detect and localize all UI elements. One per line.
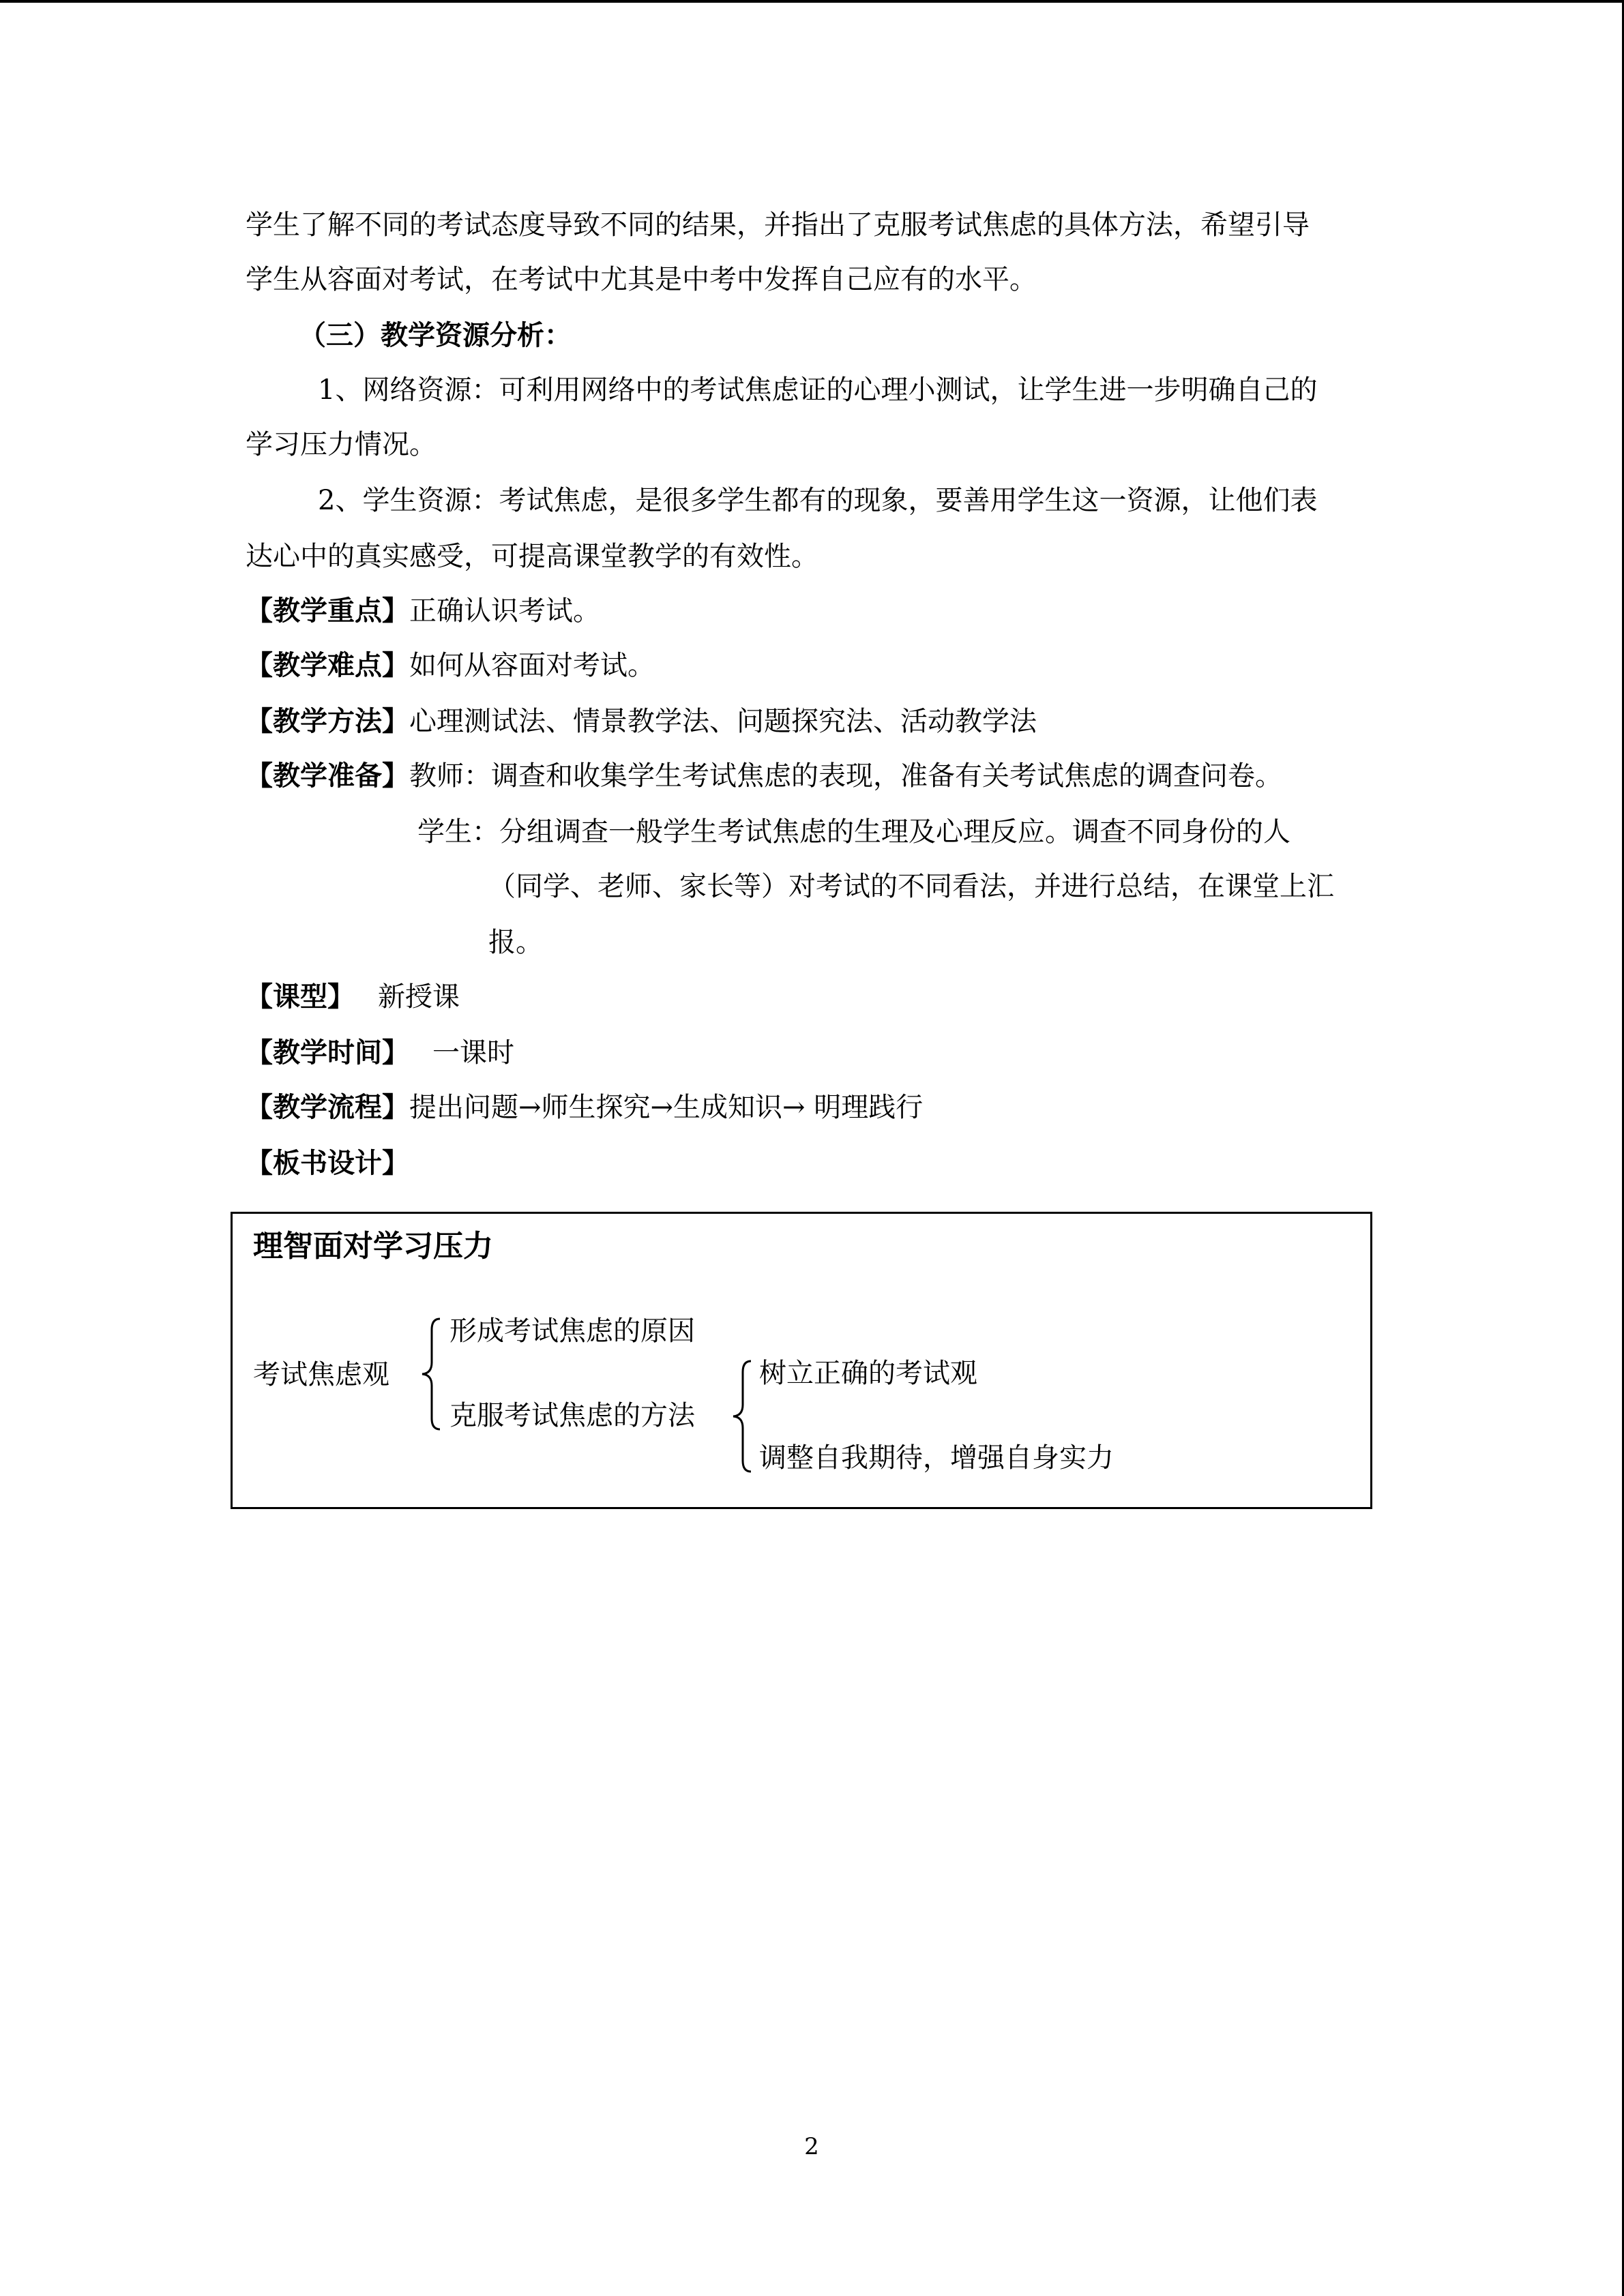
prep-row xyxy=(246,758,1282,794)
board-design-label: 【板书设计】 xyxy=(246,1147,409,1179)
prep-student-line-1: 学生：分组调查一般学生考试焦虑的生理及心理反应。调查不同身份的人 xyxy=(417,816,1290,848)
difficulty-label: 【教学难点】 xyxy=(246,649,409,681)
time-row xyxy=(246,1035,514,1071)
resource-2-line-1: 2、学生资源：考试焦虑，是很多学生都有的现象，要善用学生这一资源，让他们表 xyxy=(318,485,1318,516)
prep-label: 【教学准备】 xyxy=(246,760,409,792)
prep-teacher-text: 教师：调查和收集学生考试焦虑的表现，准备有关考试焦虑的调查问卷。 xyxy=(409,760,1282,792)
type-row xyxy=(246,979,460,1015)
resource-2-line-2: 达心中的真实感受，可提高课堂教学的有效性。 xyxy=(246,541,818,572)
right-brace-icon xyxy=(728,1358,755,1474)
type-text: 新授课 xyxy=(378,981,460,1013)
board-sub-1: 树立正确的考试观 xyxy=(759,1358,977,1389)
flow-label: 【教学流程】 xyxy=(246,1091,409,1123)
difficulty-text: 如何从容面对考试。 xyxy=(409,650,655,681)
difficulty-row xyxy=(246,648,655,683)
flow-row xyxy=(246,1090,923,1125)
prep-student-line-2: （同学、老师、家长等）对考试的不同看法，并进行总结，在课堂上汇 xyxy=(488,871,1334,902)
key-point-row xyxy=(246,593,600,629)
resource-1-line-2: 学习压力情况。 xyxy=(246,429,437,460)
time-label: 【教学时间】 xyxy=(246,1037,409,1069)
resource-1-line-1: 1、网络资源：可利用网络中的考试焦虑证的心理小测试，让学生进一步明确自己的 xyxy=(318,374,1318,406)
method-text: 心理测试法、情景教学法、问题探究法、活动教学法 xyxy=(409,706,1037,737)
board-title: 理智面对学习压力 xyxy=(253,1229,493,1264)
board-root: 考试焦虑观 xyxy=(253,1359,389,1390)
time-text: 一课时 xyxy=(432,1037,514,1069)
type-label: 【课型】 xyxy=(246,981,355,1013)
prep-student-line-3: 报。 xyxy=(488,927,543,958)
board-branch-2: 克服考试焦虑的方法 xyxy=(449,1400,695,1431)
resource-heading: （三）教学资源分析： xyxy=(299,319,572,351)
board-branch-1: 形成考试焦虑的原因 xyxy=(449,1315,695,1347)
method-label: 【教学方法】 xyxy=(246,705,409,737)
board-sub-2: 调整自我期待，增强自身实力 xyxy=(759,1442,1114,1474)
intro-line-1: 学生了解不同的考试态度导致不同的结果，并指出了克服考试焦虑的具体方法，希望引导 xyxy=(246,209,1310,241)
intro-line-2: 学生从容面对考试，在考试中尤其是中考中发挥自己应有的水平。 xyxy=(246,264,1037,295)
key-point-text: 正确认识考试。 xyxy=(409,595,600,627)
key-point-label: 【教学重点】 xyxy=(246,595,409,627)
left-brace-icon xyxy=(417,1316,444,1432)
method-row xyxy=(246,704,1037,739)
page-top-border xyxy=(0,0,1624,3)
page-number: 2 xyxy=(804,2133,819,2160)
blackboard-design-box xyxy=(231,1212,1372,1509)
flow-text: 提出问题→师生探究→生成知识→ 明理践行 xyxy=(409,1092,924,1123)
